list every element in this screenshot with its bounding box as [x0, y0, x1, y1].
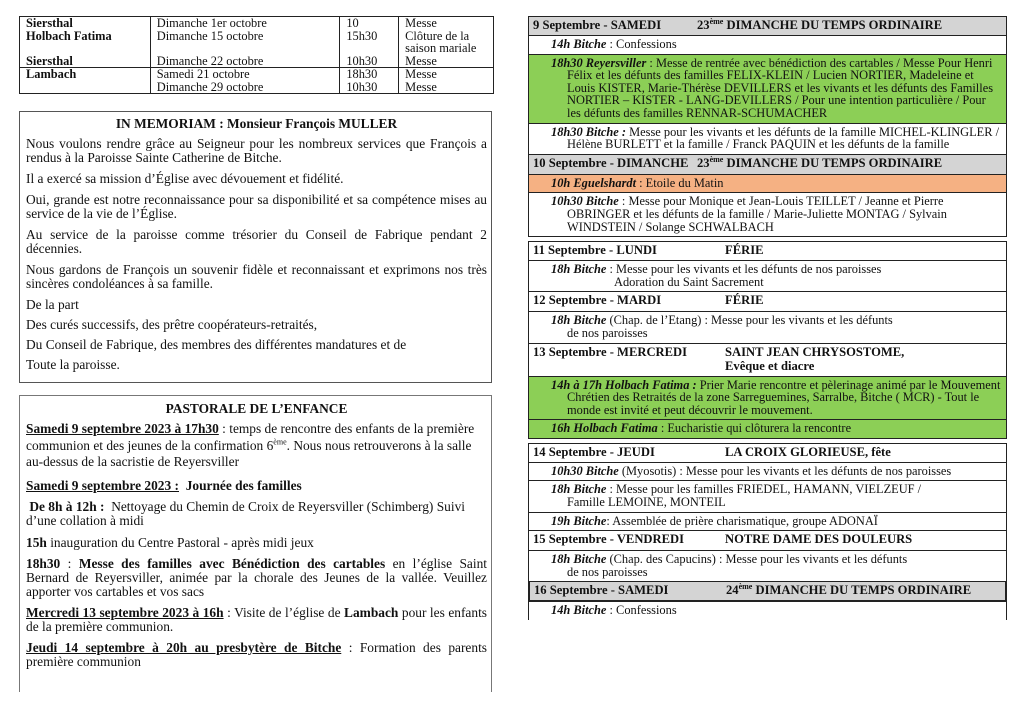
item-heading: Jeudi 14 septembre à 20h au presbytère de Bitche: [26, 639, 342, 655]
day-date: 10 Septembre - DIMANCHE: [533, 155, 689, 170]
entry-time-place: 18h Bitche: [551, 262, 607, 277]
table-row: [20, 17, 494, 30]
day-header: [528, 344, 1007, 377]
pastorale-item: [26, 535, 487, 550]
day-feast: SAINT JEAN CHRYSOSTOME,: [725, 344, 905, 359]
day-feast: FÉRIE: [725, 293, 764, 308]
day-date: 12 Septembre - MARDI: [533, 293, 662, 308]
item-text: : Visite de l’église de: [223, 604, 345, 620]
entry-text: (Chap. de l’Etang) : Messe pour les vivants et les défunts: [606, 313, 893, 328]
pastorale-title: PASTORALE DE L’ENFANCE: [165, 401, 348, 416]
day-date: 16 Septembre - SAMEDI: [534, 583, 669, 598]
memoriam-paragraph: Il a exercé sa mission d’Église avec dévouement et fidélité.: [26, 171, 344, 186]
event-cell: Clôture de la saison mariale: [399, 30, 494, 55]
day-feast: 23ème DIMANCHE DU TEMPS ORDINAIRE: [697, 154, 943, 170]
calendar-entry: [528, 124, 1007, 155]
day-date: 14 Septembre - JEUDI: [533, 444, 655, 459]
entry-text: (Myosotis) : Messe pour les vivants et les défunts de nos paroisses: [618, 463, 952, 478]
pastorale-item: [26, 421, 487, 471]
item-heading: Mercredi 13 septembre 2023 à 16h: [26, 604, 224, 620]
place-cell: Holbach Fatima: [26, 28, 112, 43]
day-header: [528, 292, 1007, 312]
pastorale-item: [26, 500, 487, 528]
memoriam-paragraph: Nous voulons rendre grâce au Seigneur pour les nombreux services que François a rendus à la Paroisse Sainte Catherine de Bitche.: [26, 136, 487, 165]
calendar-entry: [528, 481, 1007, 512]
item-bold: Lambach: [344, 604, 399, 620]
item-text: :: [60, 555, 79, 571]
entry-text-line2: Famille LEMOINE, MONTEIL: [567, 495, 726, 510]
item-text: pour les enfants de la première communion.: [26, 604, 487, 634]
time-cell: 10h30: [340, 55, 399, 68]
entry-text: (Chap. des Capucins) : Messe pour les vivants et les défunts: [606, 552, 908, 567]
entry-time-place: 18h Bitche: [551, 313, 607, 328]
entry-text: : Messe pour Monique et Jean-Louis TEILLET / Jeanne et Pierre OBRINGER et les défunts de la famille / Marie-Juliette MONTAG / Sylvain WINDSTEIN / Solange SCHWALBACH: [567, 194, 947, 234]
table-row: [20, 55, 494, 68]
date-cell: Dimanche 22 octobre: [150, 55, 340, 68]
item-text: en l’église Saint Bernard de Reyersviller, animée par la chorale des Jeunes de la vallée. Veuillez apporter vos cartables et vos sacs: [26, 555, 487, 599]
pastorale-item: [26, 606, 487, 634]
superscript: ème: [273, 437, 287, 447]
time-cell: 10: [340, 17, 399, 30]
time-cell: 15h30: [340, 30, 399, 55]
day-header: [528, 155, 1007, 175]
event-cell: Messe: [399, 68, 494, 81]
table-row: [20, 68, 494, 81]
day-date: 15 Septembre - VENDREDI: [533, 532, 685, 547]
entry-text: : Messe de rentrée avec bénédiction des cartables / Messe Pour Henri Félix et les défunts des familles FELIX-KLEIN / Lucien NORTIER, Madeleine et Louis KISTER, Marie-Thérèse DEVILLERS et les vivants et les défunts des Familles NORTIER – KISTER - LANG-DEVILLERS / Pour une intention particulière / Pour les défunts des familles RENNAR-SCHUMACHER: [567, 55, 994, 120]
day-feast: 23ème DIMANCHE DU TEMPS ORDINAIRE: [697, 16, 943, 32]
entry-time-place: 14h Bitche: [551, 37, 607, 51]
day-feast: NOTRE DAME DES DOULEURS: [725, 532, 913, 547]
entry-time-place: 14h Bitche: [551, 603, 607, 618]
pastorale-box: [19, 395, 492, 692]
day-feast: 24ème DIMANCHE DU TEMPS ORDINAIRE: [726, 582, 972, 598]
place-cell: Lambach: [20, 68, 151, 81]
item-bold: Messe des familles avec Bénédiction des cartables: [78, 555, 386, 571]
calendar-entry: [528, 175, 1007, 194]
entry-text: : Messe pour les familles FRIEDEL, HAMANN, VIELZEUF /: [606, 482, 922, 497]
memoriam-signature-line: Des curés successifs, des prêtre coopérateurs-retraités,: [26, 317, 318, 332]
day-feast-subtitle: Evêque et diacre: [725, 358, 815, 373]
entry-text: Prier Marie rencontre et pèlerinage animé par le Mouvement Chrétien des Retraités de la zone Sarreguemines, Sarralbe, Bitche ( MCR) - Tout le monde est invité et peut découvrir le mouvement.: [567, 377, 1001, 417]
day-date: 13 Septembre - MERCREDI: [533, 344, 688, 359]
entry-time-place: 10h30 Bitche: [551, 194, 619, 209]
day-date: 9 Septembre - SAMEDI: [533, 18, 662, 32]
item-heading: Samedi 9 septembre 2023 à 17h30: [26, 421, 219, 436]
event-cell: Messe: [399, 17, 494, 30]
place-cell: Siersthal: [26, 16, 73, 30]
day-header: [528, 16, 1007, 36]
entry-time-place: 18h Bitche: [551, 482, 607, 497]
item-heading: Samedi 9 septembre 2023 :: [26, 477, 179, 493]
calendar-entry: [528, 602, 1007, 620]
pastorale-item: [26, 557, 487, 599]
calendar-entry: [528, 377, 1007, 421]
item-text: : temps de rencontre des enfants de la première communion et des jeunes de la confirmation 6: [26, 421, 475, 453]
weekly-calendar: [528, 16, 1007, 620]
item-text: : Formation des parents première communion: [26, 639, 487, 669]
entry-time-place: 10h Eguelshardt: [551, 175, 637, 190]
date-cell: Dimanche 15 octobre: [150, 30, 340, 55]
entry-time-place: 18h30 Bitche :: [551, 124, 627, 139]
memoriam-signature-line: Du Conseil de Fabrique, des membres des différentes mandatures et de: [26, 337, 407, 352]
day-header: [528, 443, 1007, 463]
day-feast: FÉRIE: [725, 243, 764, 258]
time-cell: 10h30: [340, 81, 399, 94]
entry-time-place: 10h30 Bitche: [551, 463, 619, 478]
time-cell: 18h30: [340, 68, 399, 81]
calendar-entry: [528, 36, 1007, 55]
item-bold: 18h30: [26, 555, 61, 571]
item-text: Nettoyage du Chemin de Croix de Reyersviller (Schimberg) Suivi d’une collation à midi: [26, 498, 469, 528]
day-header: [528, 531, 1007, 551]
memoriam-box: [19, 111, 492, 383]
calendar-entry: [528, 551, 1007, 582]
entry-text: : Assemblée de prière charismatique, groupe ADONAÏ: [606, 513, 878, 528]
memoriam-signature-line: Toute la paroisse.: [26, 357, 120, 372]
item-text: . Nous nous retrouverons à la salle au-dessus de la sacristie de Reyersviller: [26, 437, 472, 469]
date-cell: Dimanche 1er octobre: [150, 17, 340, 30]
entry-time-place: 18h Bitche: [551, 552, 607, 567]
table-row: [20, 81, 494, 94]
day-feast: LA CROIX GLORIEUSE, fête: [725, 444, 891, 459]
table-row: [20, 30, 494, 55]
entry-time-place: 16h Holbach Fatima: [551, 421, 658, 436]
entry-text: : Confessions: [606, 603, 677, 618]
memoriam-paragraph: Oui, grande est notre reconnaissance pour sa disponibilité et sa compétence mises au service de la vie de l’Église.: [26, 192, 487, 221]
day-header: [528, 582, 1007, 602]
entry-text: : Eucharistie qui clôturera la rencontre: [657, 421, 852, 436]
pastorale-item: [26, 641, 487, 669]
calendar-entry: [528, 513, 1007, 532]
calendar-entry: [528, 463, 1007, 482]
event-cell: Messe: [399, 81, 494, 94]
memoriam-paragraph: Nous gardons de François un souvenir fidèle et reconnaissant et exprimons nos très sincères condoléances à sa famille.: [26, 262, 487, 291]
calendar-entry: [528, 55, 1007, 124]
entry-text-line2: de nos paroisses: [567, 564, 648, 579]
day-header: [528, 241, 1007, 261]
entry-text: : Messe pour les vivants et les défunts de nos paroisses: [606, 262, 882, 277]
entry-text: : Confessions: [606, 37, 677, 51]
date-cell: Dimanche 29 octobre: [150, 81, 340, 94]
place-cell: [20, 81, 151, 94]
entry-text-line2: de nos paroisses: [567, 325, 648, 340]
entry-text-line2: Adoration du Saint Sacrement: [614, 274, 764, 289]
entry-text: : Etoile du Matin: [636, 175, 724, 190]
calendar-entry: [528, 312, 1007, 343]
memoriam-signature-line: De la part: [26, 297, 79, 312]
entry-time-place: 19h Bitche: [551, 513, 607, 528]
item-bold: De 8h à 12h :: [26, 498, 105, 514]
item-bold: 15h: [26, 534, 47, 550]
calendar-entry: [528, 261, 1007, 292]
day-date: 11 Septembre - LUNDI: [533, 243, 657, 258]
entry-text: Messe pour les vivants et les défunts de la famille MICHEL-KLINGLER / Hélène BURLETT et la famille / Franck PAQUIN et les défunts de la famille: [567, 124, 1000, 152]
entry-time-place: 14h à 17h Holbach Fatima :: [551, 377, 697, 392]
calendar-entry: [528, 420, 1007, 439]
item-title: Journée des familles: [179, 477, 302, 493]
pastorale-item: [26, 478, 487, 493]
entry-time-place: 18h30 Reyersviller: [551, 55, 647, 70]
event-cell: Messe: [399, 55, 494, 68]
place-cell: Siersthal: [26, 53, 73, 68]
memoriam-title: IN MEMORIAM : Monsieur François MULLER: [115, 116, 398, 131]
calendar-entry: [528, 193, 1007, 237]
date-cell: Samedi 21 octobre: [150, 68, 340, 81]
memoriam-paragraph: Au service de la paroisse comme trésorier du Conseil de Fabrique pendant 2 décennies.: [26, 227, 487, 256]
item-text: inauguration du Centre Pastoral - après midi jeux: [46, 534, 314, 550]
schedule-table: [19, 16, 494, 94]
